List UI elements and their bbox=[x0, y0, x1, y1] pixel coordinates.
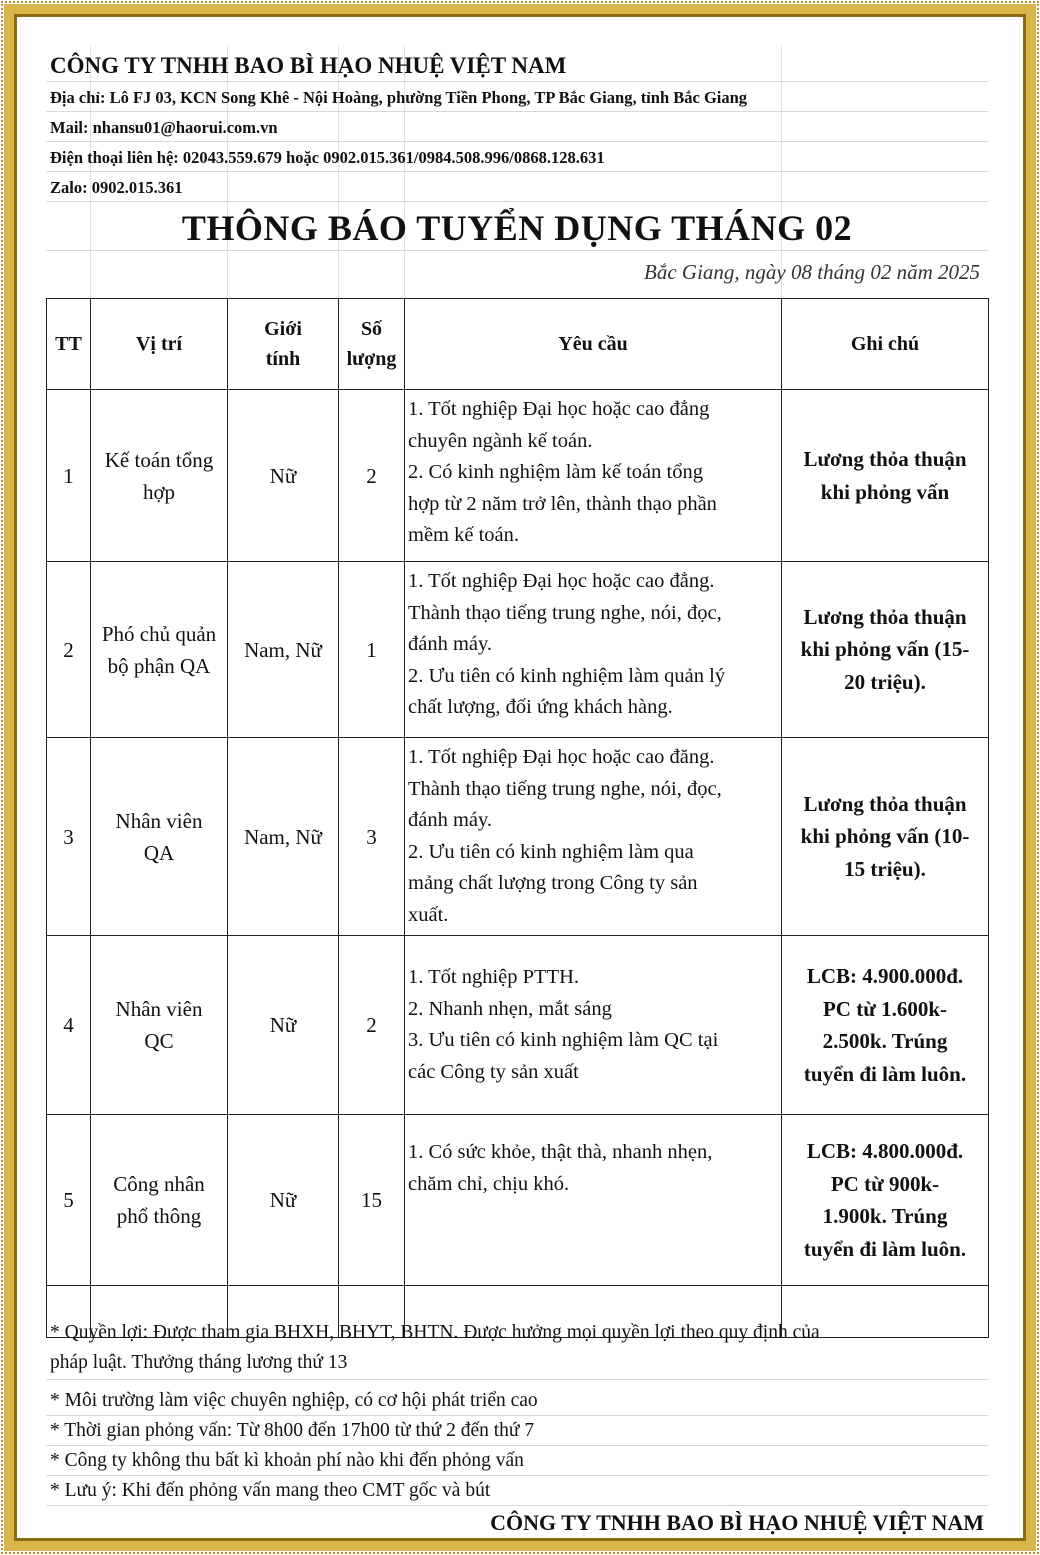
note-line: tuyển đi làm luôn. bbox=[803, 1061, 967, 1086]
note-line: Lương thỏa thuận bbox=[803, 604, 967, 629]
cell-tt: 2 bbox=[47, 562, 91, 738]
cell-requirements bbox=[405, 738, 782, 936]
company-address: Địa chỉ: Lô FJ 03, KCN Song Khê - Nội Hoàng, phường Tiền Phong, TP Bắc Giang, tỉnh Bắc Giang bbox=[46, 82, 988, 112]
cell-quantity: 2 bbox=[339, 936, 405, 1115]
header-gender-line: tính bbox=[265, 348, 301, 370]
cell-quantity: 2 bbox=[339, 390, 405, 562]
position-line: QC bbox=[144, 1029, 174, 1053]
position-line: Phó chủ quản bbox=[101, 621, 217, 646]
requirement-line: đánh máy. bbox=[408, 633, 493, 655]
requirement-line: 1. Có sức khỏe, thật thà, nhanh nhẹn, bbox=[408, 1141, 713, 1163]
header-tt: TT bbox=[47, 299, 91, 390]
header-gender-line: Giới bbox=[264, 318, 302, 340]
note-line: 15 triệu). bbox=[844, 856, 926, 881]
cell-note bbox=[782, 936, 989, 1115]
table-header-row bbox=[47, 299, 989, 390]
header-quantity-line: lượng bbox=[346, 348, 397, 370]
header-requirements: Yêu cầu bbox=[405, 299, 782, 390]
benefits-line: * Quyền lợi: Được tham gia BHXH, BHYT, BHTN. Được hưởng mọi quyền lợi theo quy định của bbox=[50, 1322, 820, 1343]
cell-requirements bbox=[405, 562, 782, 738]
cell-position bbox=[91, 738, 228, 936]
table-row bbox=[47, 390, 989, 562]
note-line: 2.500k. Trúng bbox=[822, 1029, 948, 1053]
company-name: CÔNG TY TNHH BAO BÌ HẠO NHUỆ VIỆT NAM bbox=[46, 46, 988, 82]
date-row bbox=[46, 250, 988, 299]
position-line: QA bbox=[143, 840, 175, 865]
cell-quantity: 3 bbox=[339, 738, 405, 936]
requirement-line: Thành thạo tiếng trung nghe, nói, đọc, bbox=[408, 601, 722, 624]
company-phone: Điện thoại liên hệ: 02043.559.679 hoặc 0902.015.361/0984.508.996/0868.128.631 bbox=[46, 142, 988, 172]
benefits-line: pháp luật. Thưởng tháng lương thứ 13 bbox=[50, 1352, 348, 1373]
requirement-line: các Công ty sản xuất bbox=[408, 1060, 579, 1083]
cell-position bbox=[91, 390, 228, 562]
header-notes: Ghi chú bbox=[782, 299, 989, 390]
requirement-line: chăm chỉ, chịu khó. bbox=[408, 1172, 570, 1195]
cell-tt: 5 bbox=[47, 1115, 91, 1286]
note-line: Lương thỏa thuận bbox=[803, 791, 967, 816]
requirement-line: đánh máy. bbox=[408, 809, 493, 831]
note-line: PC từ 1.600k- bbox=[822, 996, 947, 1021]
requirement-line: 1. Tốt nghiệp Đại học hoặc cao đăng. bbox=[408, 746, 715, 768]
position-line: Kế toán tổng bbox=[104, 447, 214, 472]
requirement-line: 2. Nhanh nhẹn, mắt sáng bbox=[408, 997, 612, 1020]
requirement-line: 2. Có kinh nghiệm làm kế toán tổng bbox=[408, 461, 703, 483]
cell-note bbox=[782, 1115, 989, 1286]
interview-time-note: * Thời gian phỏng vấn: Từ 8h00 đến 17h00 từ thứ 2 đến thứ 7 bbox=[46, 1416, 988, 1446]
cell-position bbox=[91, 936, 228, 1115]
requirement-line: 2. Ưu tiên có kinh nghiệm làm qua bbox=[408, 840, 694, 863]
cell-requirements bbox=[405, 390, 782, 562]
cell-tt: 4 bbox=[47, 936, 91, 1115]
cell-tt: 1 bbox=[47, 390, 91, 562]
requirement-line: 2. Ưu tiên có kinh nghiệm làm quản lý bbox=[408, 664, 726, 687]
note-line: LCB: 4.800.000đ. bbox=[806, 1139, 964, 1163]
header-quantity bbox=[339, 299, 405, 390]
cell-tt: 3 bbox=[47, 738, 91, 936]
company-zalo: Zalo: 0902.015.361 bbox=[46, 172, 988, 202]
note-line: Lương thỏa thuận bbox=[803, 447, 967, 471]
requirement-line: 3. Ưu tiên có kinh nghiệm làm QC tại bbox=[408, 1029, 719, 1051]
note-line: khi phỏng vấn bbox=[820, 479, 950, 504]
cell-gender: Nam, Nữ bbox=[228, 738, 339, 936]
table-row bbox=[47, 1115, 989, 1286]
requirement-line: 1. Tốt nghiệp PTTH. bbox=[408, 966, 580, 988]
position-line: hợp bbox=[142, 479, 176, 504]
job-table bbox=[46, 298, 989, 1338]
note-line: khi phỏng vấn (10- bbox=[800, 824, 970, 849]
note-line: LCB: 4.900.000đ. bbox=[806, 964, 964, 988]
requirement-line: chuyên ngành kế toán. bbox=[408, 429, 593, 452]
header-position: Vị trí bbox=[91, 299, 228, 390]
position-line: Công nhân bbox=[113, 1172, 205, 1196]
requirement-line: mảng chất lượng trong Công ty sản bbox=[408, 872, 698, 894]
note-line: khi phỏng vấn (15- bbox=[800, 637, 970, 662]
company-email: Mail: nhansu01@haorui.com.vn bbox=[46, 112, 988, 142]
cell-quantity: 1 bbox=[339, 562, 405, 738]
no-fee-note: * Công ty không thu bất kì khoản phí nào khi đến phỏng vấn bbox=[46, 1446, 988, 1476]
table-row bbox=[47, 936, 989, 1115]
company-signature: CÔNG TY TNHH BAO BÌ HẠO NHUỆ VIỆT NAM bbox=[490, 1510, 984, 1535]
cell-quantity: 15 bbox=[339, 1115, 405, 1286]
requirement-line: hợp từ 2 năm trở lên, thành thạo phần bbox=[408, 492, 717, 515]
cell-gender: Nam, Nữ bbox=[228, 562, 339, 738]
requirement-line: mềm kế toán. bbox=[408, 524, 520, 546]
position-line: Nhân viên bbox=[115, 997, 203, 1021]
cell-gender: Nữ bbox=[228, 390, 339, 562]
requirement-line: chất lượng, đối ứng khách hàng. bbox=[408, 696, 673, 718]
requirement-line: Thành thạo tiếng trung nghe, nói, đọc, bbox=[408, 777, 722, 800]
cell-position bbox=[91, 562, 228, 738]
cell-gender: Nữ bbox=[228, 936, 339, 1115]
header-quantity-line: Số bbox=[360, 318, 383, 340]
position-line: bộ phận QA bbox=[107, 653, 211, 678]
note-line: 20 triệu). bbox=[844, 669, 926, 694]
position-line: Nhân viên bbox=[115, 808, 203, 833]
cell-gender: Nữ bbox=[228, 1115, 339, 1286]
notice-date: Bắc Giang, ngày 08 tháng 02 năm 2025 bbox=[644, 260, 980, 284]
header-gender bbox=[228, 299, 339, 390]
note-line: 1.900k. Trúng bbox=[822, 1204, 948, 1228]
cell-position bbox=[91, 1115, 228, 1286]
table-row bbox=[47, 738, 989, 936]
reminder-note: * Lưu ý: Khi đến phỏng vấn mang theo CMT gốc và bút bbox=[46, 1476, 988, 1506]
requirement-line: 1. Tốt nghiệp Đại học hoặc cao đẳng. bbox=[408, 570, 715, 592]
cell-requirements bbox=[405, 1115, 782, 1286]
benefits-note bbox=[46, 1318, 988, 1380]
position-line: phổ thông bbox=[116, 1204, 202, 1228]
note-line: PC từ 900k- bbox=[830, 1171, 940, 1196]
note-line: tuyển đi làm luôn. bbox=[803, 1236, 967, 1261]
table-row bbox=[47, 562, 989, 738]
recruitment-notice-sheet bbox=[46, 46, 988, 1540]
environment-note: * Môi trường làm việc chuyên nghiệp, có cơ hội phát triển cao bbox=[46, 1386, 988, 1416]
requirement-line: 1. Tốt nghiệp Đại học hoặc cao đẳng bbox=[408, 398, 710, 420]
cell-note bbox=[782, 390, 989, 562]
cell-note bbox=[782, 738, 989, 936]
cell-note bbox=[782, 562, 989, 738]
requirement-line: xuất. bbox=[408, 903, 449, 926]
notice-title: THÔNG BÁO TUYỂN DỤNG THÁNG 02 bbox=[46, 202, 988, 251]
cell-requirements bbox=[405, 936, 782, 1115]
